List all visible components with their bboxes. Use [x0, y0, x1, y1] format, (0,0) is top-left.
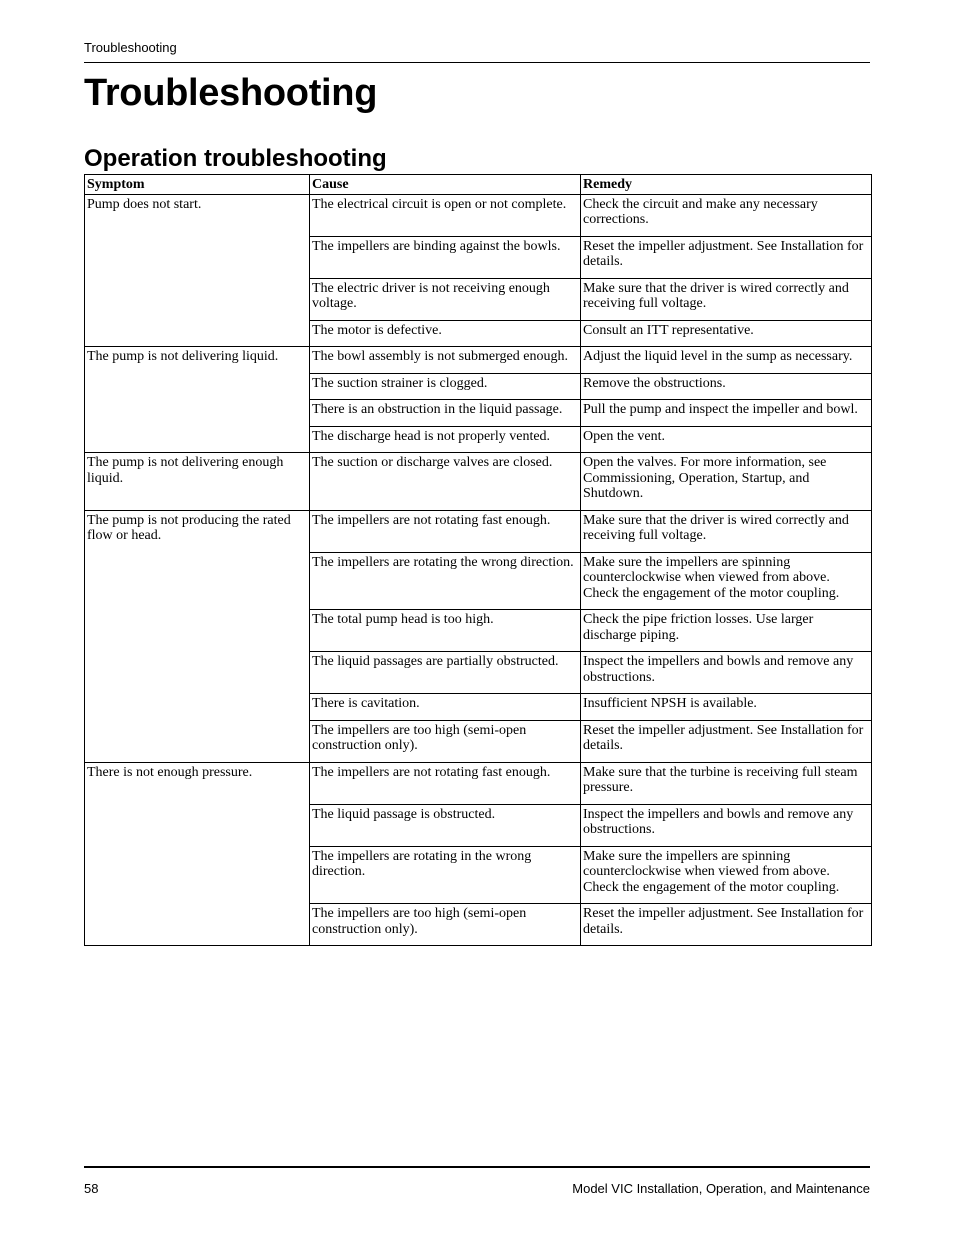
remedy-cell: Make sure that the driver is wired correctly and receiving full voltage.: [581, 510, 872, 552]
table-row: [85, 762, 872, 804]
document-title: Model VIC Installation, Operation, and Maintenance: [572, 1181, 870, 1196]
remedy-cell: Make sure that the driver is wired correctly and receiving full voltage.: [581, 278, 872, 320]
cause-cell: The suction or discharge valves are closed.: [310, 453, 581, 511]
remedy-cell: Check the pipe friction losses. Use larger discharge piping.: [581, 610, 872, 652]
page-title: Troubleshooting: [84, 72, 378, 114]
cause-cell: The bowl assembly is not submerged enough.: [310, 347, 581, 374]
cause-cell: The liquid passage is obstructed.: [310, 804, 581, 846]
symptom-cell: There is not enough pressure.: [85, 762, 310, 946]
cause-cell: There is an obstruction in the liquid passage.: [310, 400, 581, 427]
cause-cell: The impellers are not rotating fast enough.: [310, 510, 581, 552]
header-row: [85, 175, 872, 195]
remedy-cell: Make sure that the turbine is receiving full steam pressure.: [581, 762, 872, 804]
cause-cell: The impellers are binding against the bowls.: [310, 236, 581, 278]
cause-cell: There is cavitation.: [310, 694, 581, 721]
remedy-cell: Open the vent.: [581, 426, 872, 453]
remedy-cell: Pull the pump and inspect the impeller and bowl.: [581, 400, 872, 427]
table-row: [85, 194, 872, 236]
cause-cell: The motor is defective.: [310, 320, 581, 347]
remedy-cell: Reset the impeller adjustment. See Installation for details.: [581, 904, 872, 946]
cause-cell: The impellers are not rotating fast enough.: [310, 762, 581, 804]
cause-cell: The liquid passages are partially obstructed.: [310, 652, 581, 694]
remedy-cell: Consult an ITT representative.: [581, 320, 872, 347]
cause-cell: The electrical circuit is open or not complete.: [310, 194, 581, 236]
remedy-cell: Adjust the liquid level in the sump as necessary.: [581, 347, 872, 374]
table-row: [85, 453, 872, 511]
cause-cell: The discharge head is not properly vented.: [310, 426, 581, 453]
cause-cell: The impellers are too high (semi-open construction only).: [310, 720, 581, 762]
cause-cell: The total pump head is too high.: [310, 610, 581, 652]
table-body: [85, 194, 872, 946]
remedy-cell: Inspect the impellers and bowls and remove any obstructions.: [581, 652, 872, 694]
cause-cell: The electric driver is not receiving enough voltage.: [310, 278, 581, 320]
remedy-cell: Make sure the impellers are spinning counterclockwise when viewed from above. Check the engagement of the motor coupling.: [581, 552, 872, 610]
column-header-symptom: Symptom: [85, 175, 310, 195]
remedy-cell: Remove the obstructions.: [581, 373, 872, 400]
table-row: [85, 347, 872, 374]
table-header: [85, 175, 872, 195]
remedy-cell: Reset the impeller adjustment. See Installation for details.: [581, 720, 872, 762]
remedy-cell: Reset the impeller adjustment. See Installation for details.: [581, 236, 872, 278]
header-divider: [84, 62, 870, 63]
running-header: Troubleshooting: [84, 40, 177, 55]
remedy-cell: Inspect the impellers and bowls and remove any obstructions.: [581, 804, 872, 846]
troubleshooting-table: [84, 174, 872, 946]
column-header-cause: Cause: [310, 175, 581, 195]
symptom-cell: The pump is not delivering enough liquid.: [85, 453, 310, 511]
cause-cell: The impellers are rotating the wrong direction.: [310, 552, 581, 610]
symptom-cell: The pump is not producing the rated flow or head.: [85, 510, 310, 762]
remedy-cell: Make sure the impellers are spinning counterclockwise when viewed from above. Check the engagement of the motor coupling.: [581, 846, 872, 904]
remedy-cell: Open the valves. For more information, see Commissioning, Operation, Startup, and Shutdown.: [581, 453, 872, 511]
remedy-cell: Insufficient NPSH is available.: [581, 694, 872, 721]
page-number: 58: [84, 1181, 99, 1196]
footer-divider: [84, 1166, 870, 1168]
symptom-cell: Pump does not start.: [85, 194, 310, 347]
column-header-remedy: Remedy: [581, 175, 872, 195]
section-title: Operation troubleshooting: [84, 145, 387, 172]
cause-cell: The impellers are rotating in the wrong direction.: [310, 846, 581, 904]
cause-cell: The suction strainer is clogged.: [310, 373, 581, 400]
symptom-cell: The pump is not delivering liquid.: [85, 347, 310, 453]
table-row: [85, 510, 872, 552]
cause-cell: The impellers are too high (semi-open construction only).: [310, 904, 581, 946]
remedy-cell: Check the circuit and make any necessary corrections.: [581, 194, 872, 236]
